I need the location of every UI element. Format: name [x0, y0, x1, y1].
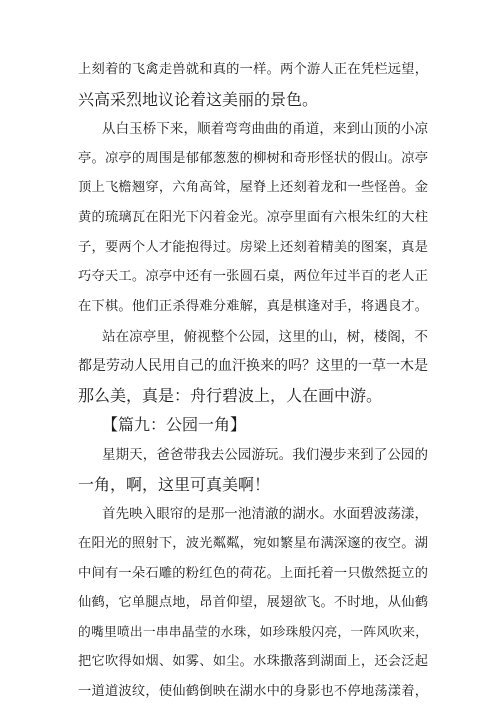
- text-line: 那么美，真是：舟行碧波上，人在画中游。: [78, 385, 383, 405]
- text-line: 兴高采烈地议论着这美丽的景色。: [78, 89, 319, 109]
- text-line: 黄的琉璃瓦在阳光下闪着金光。凉亭里面有六根朱红的大柱: [78, 210, 428, 226]
- text-line: 亭。凉亭的周围是郁郁葱葱的柳树和奇形怪状的假山。凉亭: [78, 150, 428, 166]
- text-line: 中间有一朵石雕的粉红色的荷花。上面托着一只傲然挺立的: [78, 565, 428, 581]
- text-line: 的嘴里喷出一串串晶莹的水珠，如珍珠般闪亮，一阵风吹来，: [78, 624, 428, 640]
- text-line: 仙鹤，它单腿点地，昂首仰望，展翅欲飞。不时地，从仙鹤: [78, 595, 428, 611]
- text-line: 星期天，爸爸带我去公园游玩。我们漫步来到了公园的: [102, 447, 428, 464]
- text-line: 在下棋。他们正杀得难分难解，真是棋逢对手，将遇良才。: [78, 298, 428, 314]
- text-line: 把它吹得如烟、如雾、如尘。水珠撒落到湖面上，还会泛起: [78, 654, 428, 670]
- text-line: 站在凉亭里，俯视整个公园，这里的山，树，楼阁，不: [102, 328, 428, 345]
- text-line: 首先映入眼帘的是那一池清澈的湖水。水面碧波荡漾，: [102, 506, 428, 523]
- text-line: 巧夺天工。凉亭中还有一张圆石桌，两位年过半百的老人正: [78, 269, 428, 285]
- text-line: 上刻着的飞禽走兽就和真的一样。两个游人正在凭栏远望，: [78, 62, 428, 77]
- text-line: 一角，啊，这里可真美啊！: [78, 474, 271, 494]
- text-line: 在阳光的照射下，波光粼粼，宛如繁星布满深邃的夜空。湖: [78, 535, 428, 551]
- text-line: 顶上飞檐翘穿，六角高耸，屋脊上还刻着龙和一些怪兽。金: [78, 180, 428, 196]
- text-line: 子，要两个人才能抱得过。房梁上还刻着精美的图案，真是: [78, 239, 428, 255]
- text-line: 从白玉桥下来，顺着弯弯曲曲的甬道，来到山顶的小凉: [102, 121, 428, 138]
- text-line: 都是劳动人民用自己的血汗换来的吗？这里的一草一木是: [78, 358, 428, 375]
- text-line: 一道道波纹，使仙鹤倒映在湖水中的身影也不停地荡漾着，: [78, 684, 428, 700]
- section-heading: 【篇九：公园一角】: [102, 415, 247, 435]
